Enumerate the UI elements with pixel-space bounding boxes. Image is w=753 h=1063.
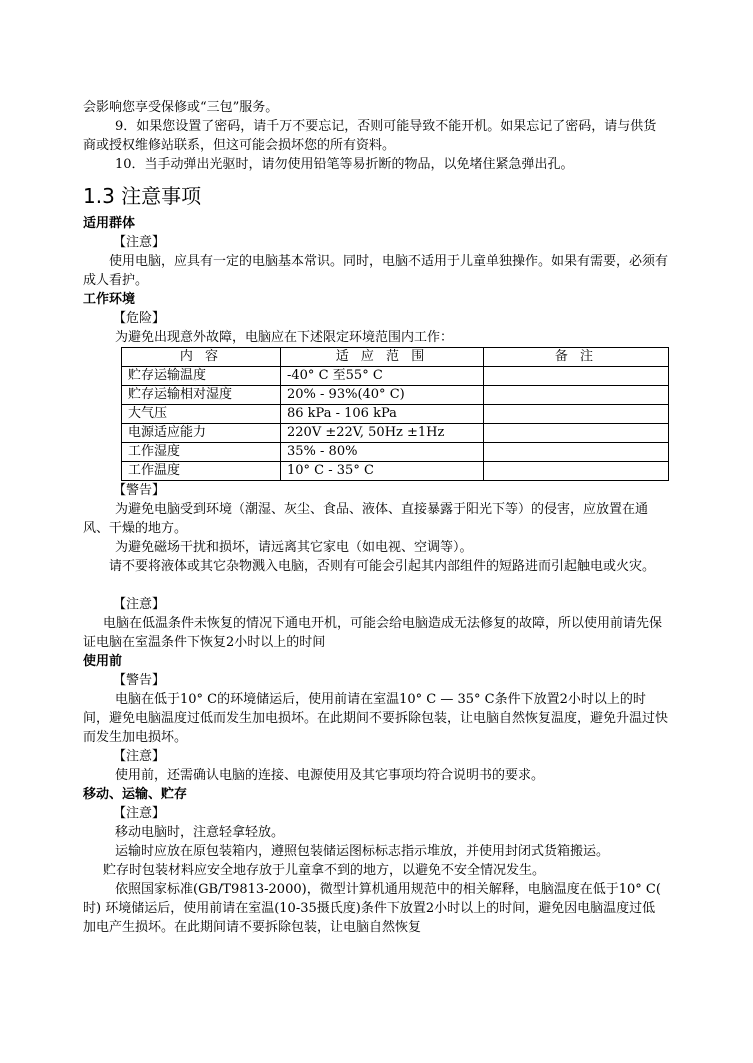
audience-paragraph: 使用电脑，应具有一定的电脑基本常识。同时，电脑不适用于儿童单独操作。如果有需要，必须有成人看护。 <box>83 254 669 288</box>
heading-before-use: 使用前 <box>83 654 123 669</box>
heading-audience: 适用群体 <box>83 216 136 231</box>
table-row <box>122 367 669 386</box>
table-cell: 电源适应能力 <box>122 424 281 443</box>
table-cell: 大气压 <box>122 405 281 424</box>
environment-table <box>121 347 669 481</box>
table-cell: 20% - 93%(40° C) <box>281 386 484 405</box>
table-cell: 220V ±22V, 50Hz ±1Hz <box>281 424 484 443</box>
warning-paragraph: 为避免电脑受到环境（潮湿、灰尘、食品、液体、直接暴露于阳光下等）的侵害，应放置在通风、干燥的地方。 <box>83 502 649 536</box>
table-cell <box>484 462 669 481</box>
table-row <box>122 405 669 424</box>
table-cell: 86 kPa - 106 kPa <box>281 405 484 424</box>
table-header: 内 容 <box>122 348 281 367</box>
table-cell <box>484 424 669 443</box>
table-cell: 35% - 80% <box>281 443 484 462</box>
move-paragraph: 移动电脑时，注意轻拿轻放。 <box>115 825 285 840</box>
table-cell <box>484 386 669 405</box>
spacer <box>83 576 668 595</box>
table-row <box>122 443 669 462</box>
item-9: 9．如果您设置了密码，请千万不要忘记，否则可能导致不能开机。如果忘记了密码，请与供货商或授权维修站联系，但这可能会损坏您的所有资料。 <box>83 119 657 153</box>
table-header: 备 注 <box>484 348 669 367</box>
item-10: 10．当手动弹出光驱时，请勿使用铅笔等易折断的物品，以免堵住紧急弹出孔。 <box>115 157 574 172</box>
document-page <box>83 98 668 937</box>
heading-environment: 工作环境 <box>83 292 136 307</box>
table-cell: 贮存运输温度 <box>122 367 281 386</box>
note-tag: 【注意】 <box>113 597 166 612</box>
note-tag: 【注意】 <box>113 806 166 821</box>
table-cell: 工作湿度 <box>122 443 281 462</box>
table-row <box>122 424 669 443</box>
warning-tag: 【警告】 <box>113 483 166 498</box>
table-cell <box>484 443 669 462</box>
note-paragraph: 使用前，还需确认电脑的连接、电源使用及其它事项均符合说明书的要求。 <box>115 768 545 783</box>
note-tag: 【注意】 <box>113 749 166 764</box>
table-cell <box>484 367 669 386</box>
storage-paragraph: 贮存时包装材料应安全地存放于儿童拿不到的地方，以避免不安全情况发生。 <box>103 863 546 878</box>
table-cell: 工作温度 <box>122 462 281 481</box>
danger-tag: 【危险】 <box>113 311 166 326</box>
warning-paragraph: 请不要将液体或其它杂物溅入电脑，否则有可能会引起其内部组件的短路进而引起触电或火灾。 <box>109 559 656 574</box>
table-row <box>122 462 669 481</box>
transport-paragraph: 运输时应放在原包装箱内，遵照包装储运图标标志指示堆放，并使用封闭式货箱搬运。 <box>115 844 610 859</box>
warning-paragraph: 电脑在低于10° C的环境储运后，使用前请在室温10° C — 35° C条件下放置2小时以上的时间，避免电脑温度过低而发生加电损坏。在此期间不要拆除包装，让电脑自然恢复温度，避免升温过快而发生加电损坏。 <box>83 692 669 745</box>
warning-tag: 【警告】 <box>113 673 166 688</box>
heading-move-transport-store: 移动、运输、贮存 <box>83 787 188 802</box>
table-row <box>122 386 669 405</box>
note-tag: 【注意】 <box>113 235 166 250</box>
table-cell: 贮存运输相对湿度 <box>122 386 281 405</box>
intro-line: 会影响您享受保修或“三包”服务。 <box>83 100 279 115</box>
table-cell: -40° C 至55° C <box>281 367 484 386</box>
section-title: 1.3 注意事项 <box>83 184 202 208</box>
standard-paragraph: 依照国家标准(GB/T9813-2000)，微型计算机通用规范中的相关解释，电脑温度在低于10° C( 时) 环境储运后，使用前请在室温(10-35摄氏度)条件下放置2小时以上的时间，避免因电脑温度过低加电产生损坏。在此期间请不要拆除包装，让电脑自然恢复 <box>83 882 661 935</box>
table-header: 适 应 范 围 <box>281 348 484 367</box>
warning-paragraph: 为避免磁场干扰和损坏，请远离其它家电（如电视、空调等）。 <box>115 540 473 555</box>
table-header-row <box>122 348 669 367</box>
table-cell: 10° C - 35° C <box>281 462 484 481</box>
note-paragraph: 电脑在低温条件未恢复的情况下通电开机，可能会给电脑造成无法修复的故障，所以使用前请先保证电脑在室温条件下恢复2小时以上的时间 <box>83 616 663 650</box>
environment-intro: 为避免出现意外故障，电脑应在下述限定环境范围内工作： <box>115 330 454 345</box>
table-cell <box>484 405 669 424</box>
